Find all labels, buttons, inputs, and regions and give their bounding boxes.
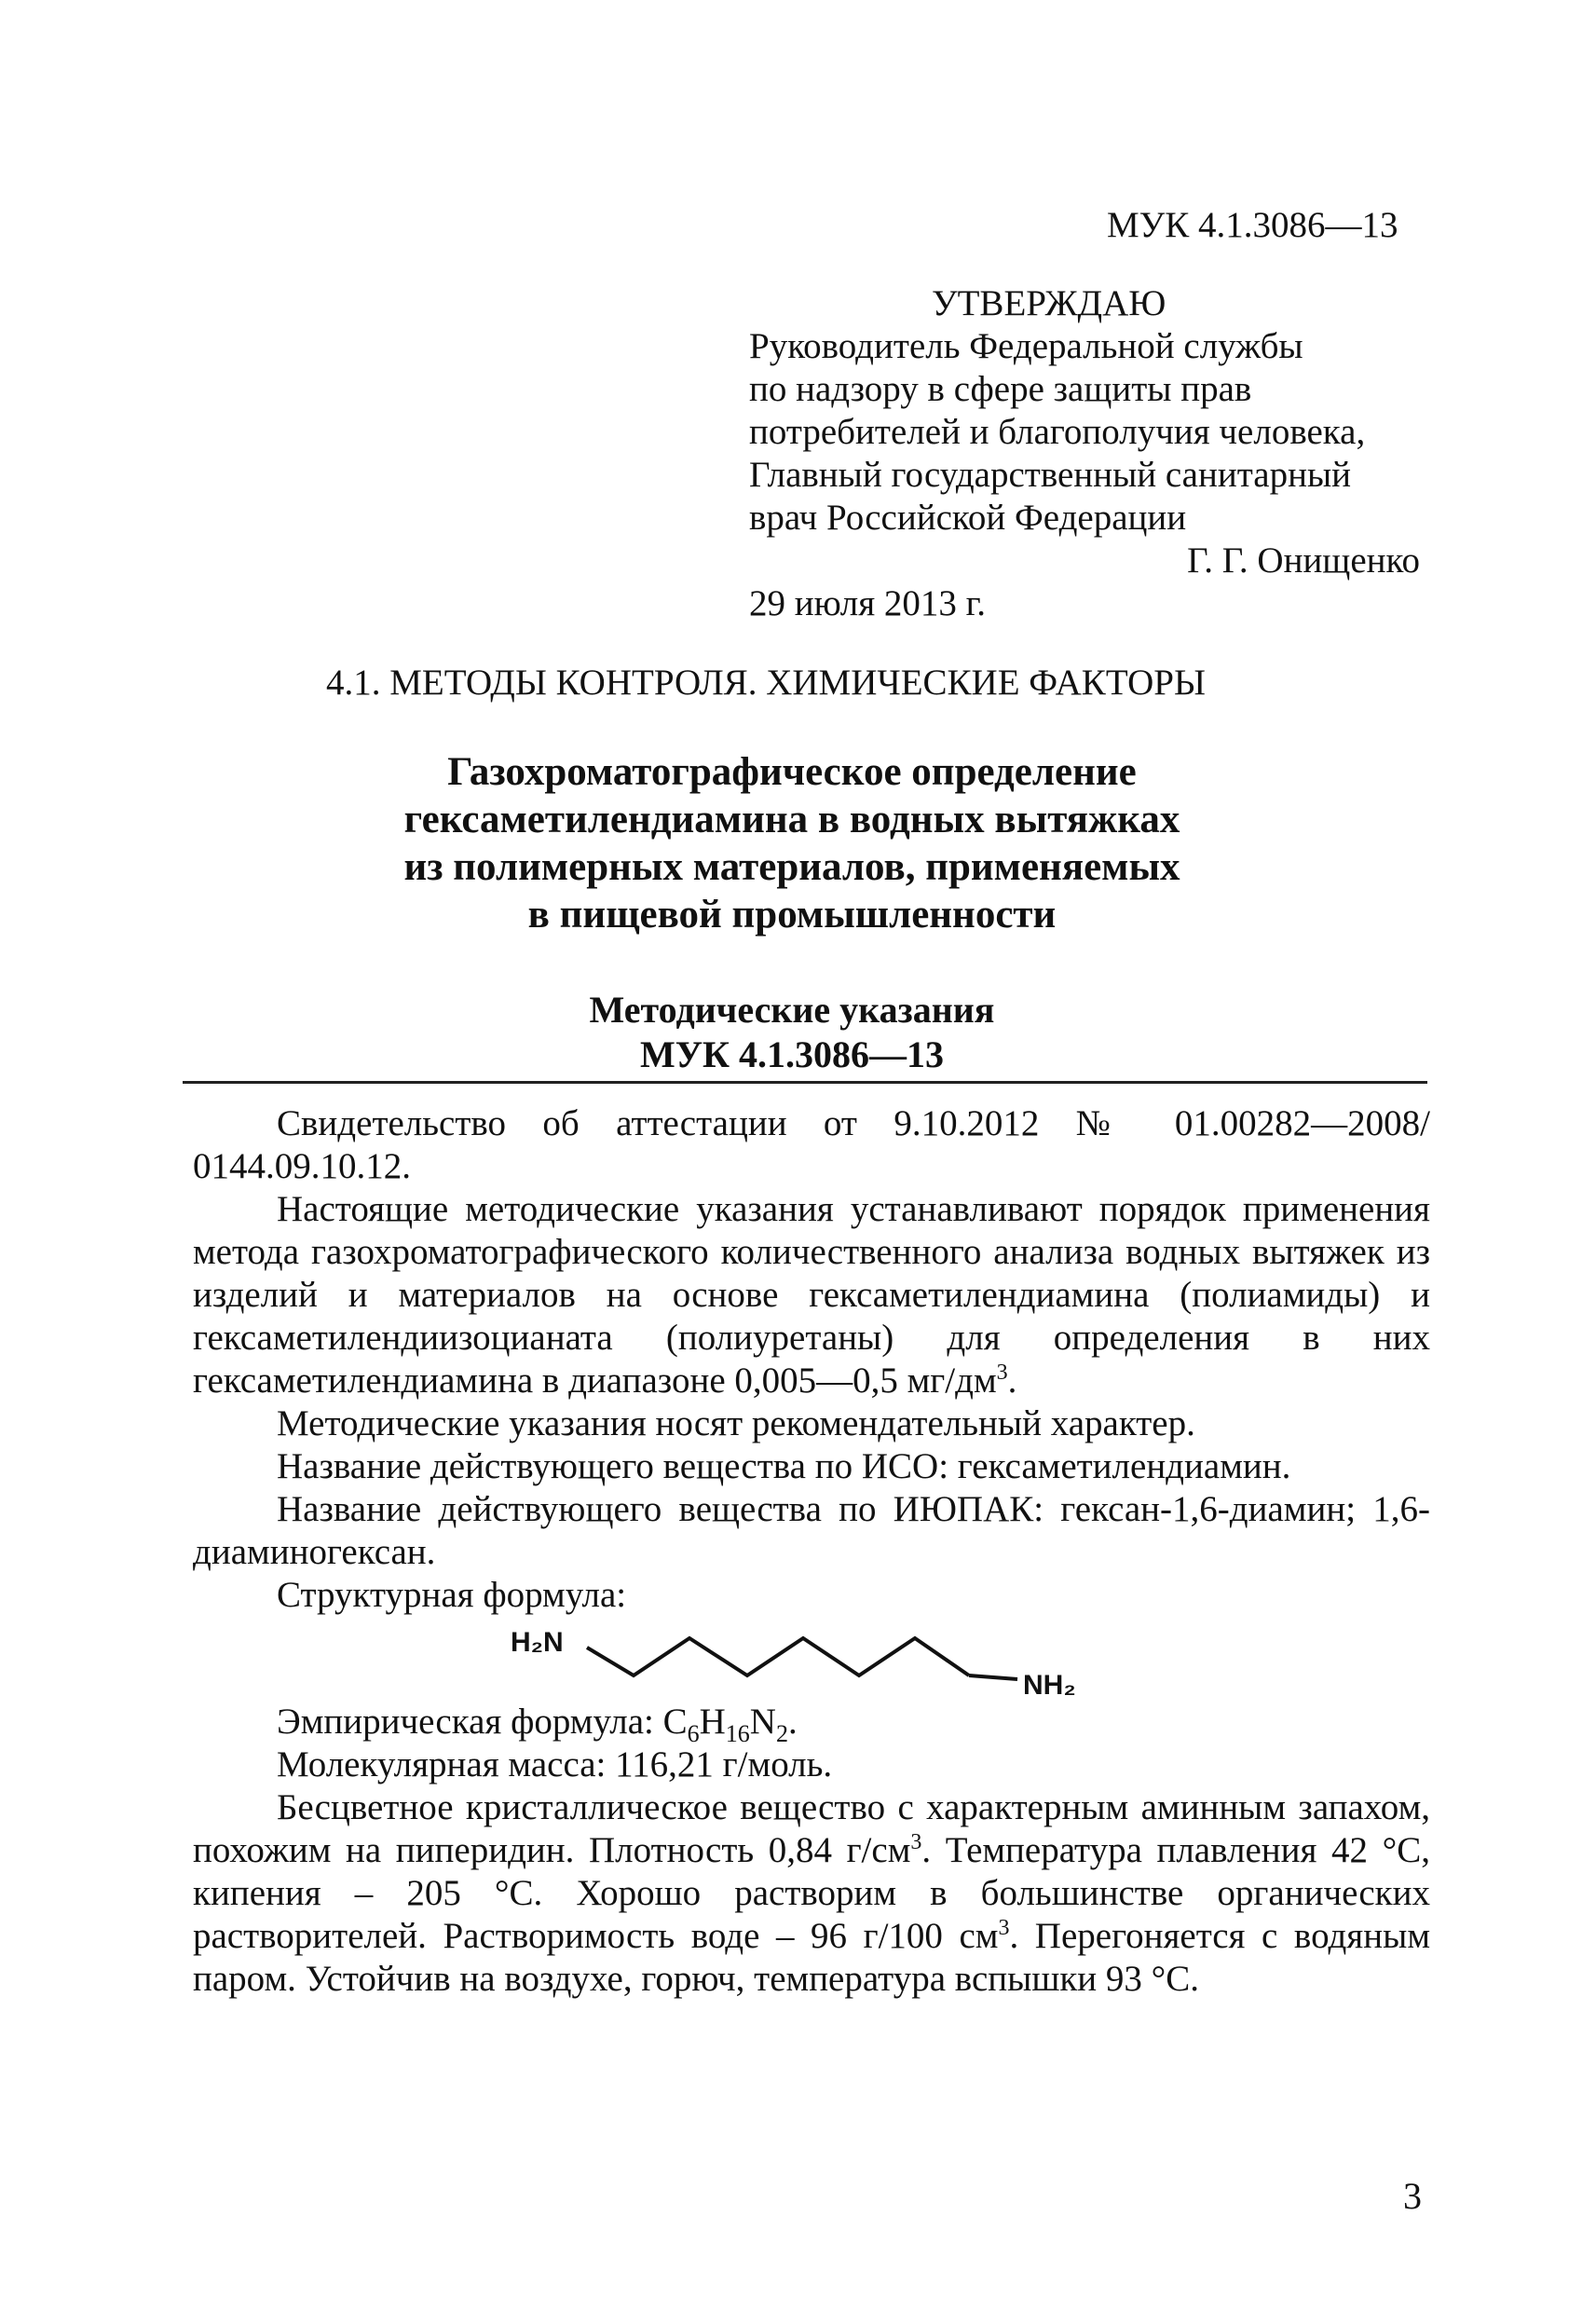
approval-signer: Г. Г. Онищенко xyxy=(1187,540,1420,581)
certificate-paragraph: Свидетельство об аттестации от 9.10.2012 № 01.00282—2008/ 0144.09.10.12. xyxy=(193,1103,1430,1186)
subtitle-code: МУК 4.1.3086—13 xyxy=(639,1033,945,1075)
subtitle-kind: Методические указания xyxy=(589,989,995,1031)
page-number: 3 xyxy=(1403,2175,1422,2217)
title-line: в пищевой промышленности xyxy=(527,893,1057,937)
approval-line: по надзору в сфере защиты прав xyxy=(749,369,1252,409)
structural-formula-label: Структурная формула: xyxy=(277,1575,627,1615)
scope-paragraph: Настоящие методические указания устанавливают порядок применения метода газохроматографического количественного анализа водных вытяжек из изделий и материалов на основе гексаметилендиамина (полиамиды) и гексаметилендиизоцианата (полиуретаны) для определения в них гексаметилендиамина в диапазоне 0,005—0,5 $мг/дм^3$. xyxy=(193,1189,1430,1401)
formula-left-group: H₂N xyxy=(511,1627,564,1658)
formula-right-group: NH₂ xyxy=(1023,1670,1076,1701)
approval-date: 29 июля 2013 г. xyxy=(749,583,987,623)
structural-formula-diagram xyxy=(503,1612,1118,1715)
carbon-chain-bonds xyxy=(587,1638,969,1675)
amine-bond xyxy=(969,1675,1017,1679)
iso-name-paragraph: Название действующего вещества по ИСО: гексаметилендиамин. xyxy=(277,1446,1291,1486)
title-line: из полимерных материалов, применяемых xyxy=(403,845,1180,889)
approval-line: Руководитель Федеральной службы xyxy=(749,326,1303,366)
approval-line: Главный государственный санитарный xyxy=(749,455,1352,495)
title-divider xyxy=(183,1081,1427,1084)
approval-heading: УТВЕРЖДАЮ xyxy=(932,283,1166,323)
document-code: МУК 4.1.3086—13 xyxy=(1107,205,1398,245)
properties-paragraph: Бесцветное кристаллическое вещество с характерным аминным запахом, похожим на пиперидин. Плотность 0,84 $г/см^3$. Температура плавления 42 °С, кипения – 205 °С. Хорошо растворим в большинстве органических растворителей. Растворимость воде – 96 г/100 $см^3$. Перегоняется с водяным паром. Устойчив на воздухе, горюч, температура вспышки 93 °С. xyxy=(193,1787,1430,1999)
title-line: гексаметилендиамина в водных вытяжках xyxy=(403,798,1180,841)
title-line: Газохроматографическое определение xyxy=(447,750,1137,794)
approval-block xyxy=(749,282,1420,625)
document-subtitle xyxy=(233,988,1351,1077)
empirical-formula-line: Эмпирическая формула: $C_6H_{16}N_2$. xyxy=(277,1702,798,1747)
approval-line: потребителей и благополучия человека, xyxy=(749,412,1366,452)
section-heading: 4.1. МЕТОДЫ КОНТРОЛЯ. ХИМИЧЕСКИЕ ФАКТОРЫ xyxy=(326,663,1206,703)
approval-line: врач Российской Федерации xyxy=(749,498,1187,538)
advisory-paragraph: Методические указания носят рекомендательный характер. xyxy=(277,1403,1195,1443)
document-title xyxy=(233,748,1351,938)
iupac-name-paragraph: Название действующего вещества по ИЮПАК: гексан-1,6-диамин; 1,6-диаминогексан. xyxy=(193,1489,1430,1572)
molar-mass-line: Молекулярная масса: 116,21 г/моль. xyxy=(277,1744,833,1785)
